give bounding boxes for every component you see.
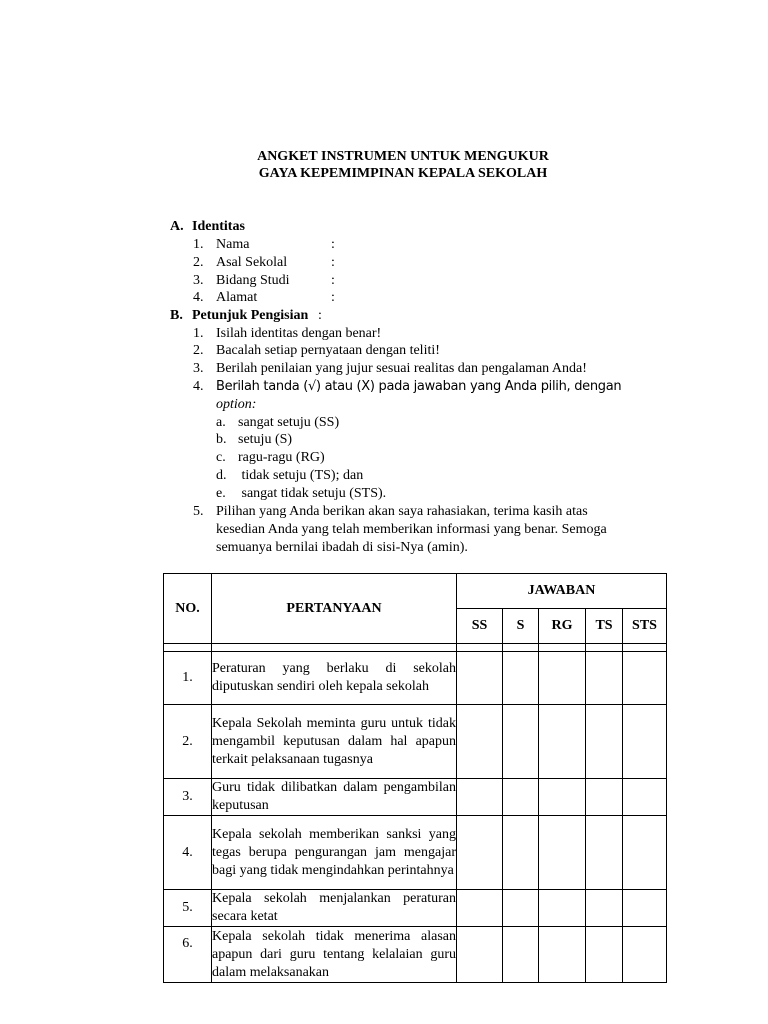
row-number: 2. bbox=[164, 705, 212, 779]
answer-cell-ss[interactable] bbox=[457, 705, 503, 779]
answer-cell-ss[interactable] bbox=[457, 779, 503, 816]
option-item: c. ragu-ragu (RG) bbox=[216, 450, 325, 465]
answer-cell-rg[interactable] bbox=[539, 927, 586, 983]
document-title bbox=[0, 148, 768, 182]
answer-cell-s[interactable] bbox=[503, 816, 539, 890]
table-row bbox=[164, 816, 667, 890]
answer-cell-sts[interactable] bbox=[623, 890, 667, 927]
answer-cell-ss[interactable] bbox=[457, 890, 503, 927]
table-row bbox=[164, 779, 667, 816]
header-jawaban: JAWABAN bbox=[457, 574, 667, 609]
header-s: S bbox=[503, 609, 539, 644]
answer-cell-sts[interactable] bbox=[623, 816, 667, 890]
table-row bbox=[164, 705, 667, 779]
answer-cell-s[interactable] bbox=[503, 890, 539, 927]
answer-cell-ts[interactable] bbox=[586, 890, 623, 927]
answer-cell-rg[interactable] bbox=[539, 779, 586, 816]
answer-cell-sts[interactable] bbox=[623, 705, 667, 779]
petunjuk-colon: : bbox=[318, 308, 322, 323]
option-item: d. tidak setuju (TS); dan bbox=[216, 468, 364, 483]
answer-cell-ts[interactable] bbox=[586, 652, 623, 705]
row-question: Peraturan yang berlaku di sekolah diputuskan sendiri oleh kepala sekolah bbox=[212, 652, 457, 705]
answer-cell-s[interactable] bbox=[503, 652, 539, 705]
row-question: Kepala sekolah tidak menerima alasan apapun dari guru tentang kelalaian guru dalam melaksanakan bbox=[212, 927, 457, 983]
option-item: a. sangat setuju (SS) bbox=[216, 415, 340, 430]
row-number: 1. bbox=[164, 652, 212, 705]
title-line-1: ANGKET INSTRUMEN UNTUK MENGUKUR bbox=[257, 149, 549, 164]
row-number: 5. bbox=[164, 890, 212, 927]
answer-cell-ts[interactable] bbox=[586, 705, 623, 779]
answer-cell-ts[interactable] bbox=[586, 816, 623, 890]
row-question: Kepala Sekolah meminta guru untuk tidak mengambil keputusan dalam hal apapun terkait pelaksanaan tugasnya bbox=[212, 705, 457, 779]
answer-cell-ss[interactable] bbox=[457, 652, 503, 705]
header-pertanyaan: PERTANYAAN bbox=[212, 574, 457, 644]
header-sts: STS bbox=[623, 609, 667, 644]
answer-cell-rg[interactable] bbox=[539, 890, 586, 927]
row-number: 3. bbox=[164, 779, 212, 816]
answer-cell-rg[interactable] bbox=[539, 652, 586, 705]
row-question: Kepala sekolah menjalankan peraturan secara ketat bbox=[212, 890, 457, 927]
answer-cell-s[interactable] bbox=[503, 705, 539, 779]
answer-cell-s[interactable] bbox=[503, 779, 539, 816]
section-petunjuk-heading: B. Petunjuk Pengisian bbox=[170, 308, 309, 323]
option-item: e. sangat tidak setuju (STS). bbox=[216, 486, 387, 501]
answer-cell-rg[interactable] bbox=[539, 705, 586, 779]
table-row bbox=[164, 652, 667, 705]
header-no: NO. bbox=[164, 574, 212, 644]
header-rg: RG bbox=[539, 609, 586, 644]
answer-cell-s[interactable] bbox=[503, 927, 539, 983]
row-number: 6. bbox=[164, 927, 212, 983]
answer-cell-sts[interactable] bbox=[623, 779, 667, 816]
answer-cell-ss[interactable] bbox=[457, 927, 503, 983]
row-question: Guru tidak dilibatkan dalam pengambilan keputusan bbox=[212, 779, 457, 816]
header-ts: TS bbox=[586, 609, 623, 644]
answer-cell-sts[interactable] bbox=[623, 927, 667, 983]
answer-cell-ts[interactable] bbox=[586, 927, 623, 983]
answer-cell-ts[interactable] bbox=[586, 779, 623, 816]
questionnaire-table bbox=[163, 573, 667, 983]
row-number: 4. bbox=[164, 816, 212, 890]
answer-cell-ss[interactable] bbox=[457, 816, 503, 890]
answer-cell-sts[interactable] bbox=[623, 652, 667, 705]
answer-cell-rg[interactable] bbox=[539, 816, 586, 890]
row-question: Kepala sekolah memberikan sanksi yang tegas berupa pengurangan jam mengajar bagi yang tidak mengindahkan perintahnya bbox=[212, 816, 457, 890]
header-ss: SS bbox=[457, 609, 503, 644]
table-row bbox=[164, 890, 667, 927]
spacer-row bbox=[164, 644, 667, 652]
section-identitas-heading: A. Identitas bbox=[170, 219, 245, 234]
table-row bbox=[164, 927, 667, 983]
option-item: b. setuju (S) bbox=[216, 432, 293, 447]
title-line-2: GAYA KEPEMIMPINAN KEPALA SEKOLAH bbox=[258, 166, 548, 181]
